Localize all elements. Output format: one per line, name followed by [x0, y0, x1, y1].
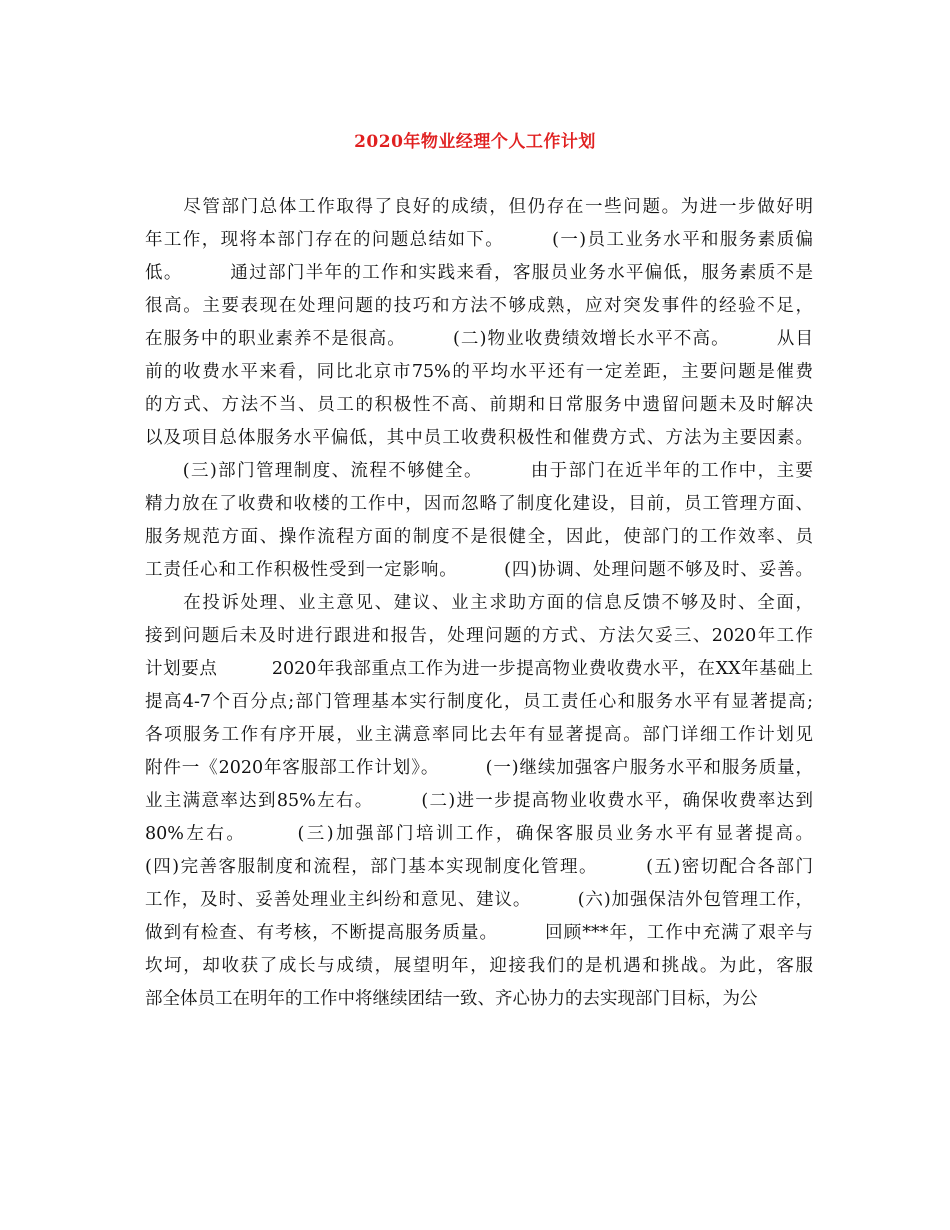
body-line: 做到有检查、有考核，不断提高服务质量。 回顾***年，工作中充满了艰辛与 [145, 923, 813, 943]
body-line: 精力放在了收费和收楼的工作中，因而忽略了制度化建设，目前，员工管理方面、 [145, 494, 813, 514]
body-line: 在投诉处理、业主意见、建议、业主求助方面的信息反馈不够及时、全面， [145, 593, 813, 613]
body-line: 年工作，现将本部门存在的问题总结如下。 (一)员工业务水平和服务素质偏 [145, 230, 813, 250]
body-line: 尽管部门总体工作取得了良好的成绩，但仍存在一些问题。为进一步做好明 [145, 197, 813, 217]
body-line: 接到问题后未及时进行跟进和报告，处理问题的方式、方法欠妥三、2020年工作 [145, 626, 813, 646]
body-line: 提高4-7个百分点;部门管理基本实行制度化，员工责任心和服务水平有显著提高; [145, 692, 813, 712]
body-line: 计划要点 2020年我部重点工作为进一步提高物业费收费水平，在XX年基础上 [145, 659, 813, 679]
body-line: (三)部门管理制度、流程不够健全。 由于部门在近半年的工作中，主要 [145, 461, 813, 481]
body-line: 的方式、方法不当、员工的积极性不高、前期和日常服务中遗留问题未及时解决 [145, 395, 813, 415]
body-line: 坎坷，却收获了成长与成绩，展望明年，迎接我们的是机遇和挑战。为此，客服 [145, 956, 813, 976]
body-line: 工作，及时、妥善处理业主纠纷和意见、建议。 (六)加强保洁外包管理工作， [145, 890, 813, 910]
body-line: 附件一《2020年客服部工作计划》。 (一)继续加强客户服务水平和服务质量， [145, 758, 813, 778]
body-line: 工责任心和工作积极性受到一定影响。 (四)协调、处理问题不够及时、妥善。 [145, 560, 813, 580]
body-line: 在服务中的职业素养不是很高。 (二)物业收费绩效增长水平不高。 从目 [145, 329, 813, 349]
body-line: 80%左右。 (三)加强部门培训工作，确保客服员业务水平有显著提高。 [145, 824, 813, 844]
body-line: (四)完善客服制度和流程，部门基本实现制度化管理。 (五)密切配合各部门 [145, 857, 813, 877]
document-title: 2020年物业经理个人工作计划 [354, 132, 596, 152]
body-line: 很高。主要表现在处理问题的技巧和方法不够成熟，应对突发事件的经验不足， [145, 296, 813, 316]
body-line: 部全体员工在明年的工作中将继续团结一致、齐心协力的去实现部门目标，为公 [145, 989, 758, 1009]
body-line: 业主满意率达到85%左右。 (二)进一步提高物业收费水平，确保收费率达到 [145, 791, 813, 811]
body-line: 服务规范方面、操作流程方面的制度不是很健全，因此，使部门的工作效率、员 [145, 527, 813, 547]
body-line: 以及项目总体服务水平偏低，其中员工收费积极性和催费方式、方法为主要因素。 [145, 428, 813, 448]
document-body [145, 191, 813, 1016]
body-line: 前的收费水平来看，同比北京市75%的平均水平还有一定差距，主要问题是催费 [145, 362, 813, 382]
body-line: 低。 通过部门半年的工作和实践来看，客服员业务水平偏低，服务素质不是 [145, 263, 813, 283]
body-line: 各项服务工作有序开展，业主满意率同比去年有显著提高。部门详细工作计划见 [145, 725, 813, 745]
